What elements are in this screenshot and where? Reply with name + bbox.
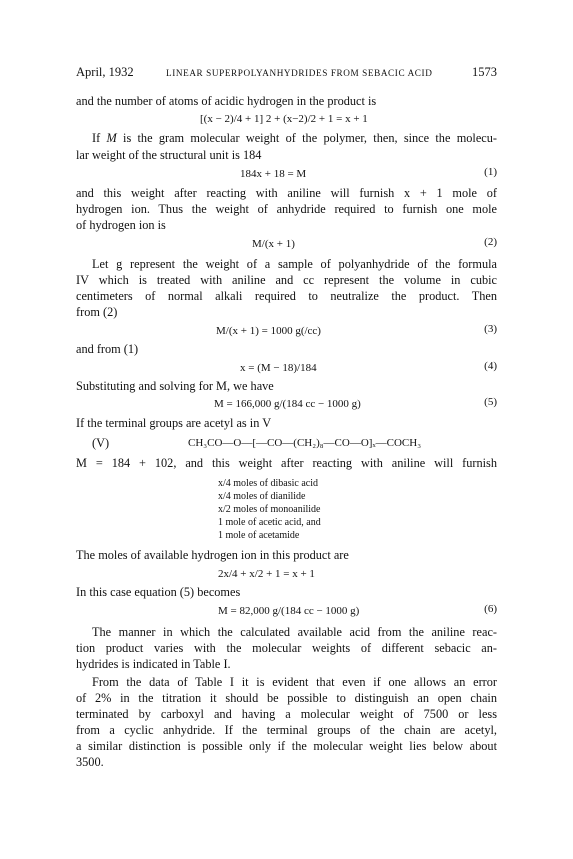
text-line: and from (1) bbox=[76, 342, 139, 356]
product-list-item: 1 mole of acetic acid, and bbox=[218, 517, 321, 528]
text-line: and the number of atoms of acidic hydrogen in the product is bbox=[76, 94, 377, 108]
text-line: In this case equation (5) becomes bbox=[76, 585, 241, 599]
equation-hydrogen-2: 2x/4 + x/2 + 1 = x + 1 bbox=[218, 568, 315, 580]
text-line: The moles of available hydrogen ion in this product are bbox=[76, 548, 349, 562]
formula-label: (V) bbox=[92, 436, 110, 450]
equation-6: M = 82,000 g/(184 cc − 1000 g) bbox=[218, 605, 360, 617]
text-line: tion product varies with the molecular weights of different sebacic an- bbox=[76, 641, 497, 655]
text-line: Let g represent the weight of a sample of polyanhydride of the formula bbox=[92, 257, 497, 271]
equation-1: 184x + 18 = M bbox=[240, 168, 307, 180]
text-line: and this weight after reacting with aniline will furnish x + 1 mole of bbox=[76, 186, 497, 200]
text-line: If M is the gram molecular weight of the polymer, then, since the molecu- bbox=[92, 131, 497, 145]
text-line: hydrides is indicated in Table I. bbox=[76, 657, 231, 671]
text-line: hydrogen ion. Thus the weight of anhydride required to furnish one mole bbox=[76, 202, 497, 216]
text-line: If the terminal groups are acetyl as in V bbox=[76, 416, 272, 430]
equation-number: (1) bbox=[484, 166, 497, 178]
equation-number: (6) bbox=[484, 603, 497, 615]
text-line: terminated by carboxyl and having a molecular weight of 7500 or less bbox=[76, 707, 497, 721]
text-line: M = 184 + 102, and this weight after reacting with aniline will furnish bbox=[76, 456, 497, 470]
text-line: a similar distinction is possible only if the molecular weight lies below about bbox=[76, 739, 497, 753]
text-line: from a cyclic anhydride. If the terminal groups of the chain are acetyl, bbox=[76, 723, 497, 737]
text-line: centimeters of normal alkali required to neutralize the product. Then bbox=[76, 289, 497, 303]
running-title: LINEAR SUPERPOLYANHYDRIDES FROM SEBACIC ACID bbox=[166, 68, 433, 78]
text-line: lar weight of the structural unit is 184 bbox=[76, 148, 262, 162]
product-list-item: x/2 moles of monoanilide bbox=[218, 504, 321, 515]
equation-2: M/(x + 1) bbox=[252, 238, 295, 250]
equation-number: (4) bbox=[484, 360, 497, 372]
text-line: From the data of Table I it is evident that even if one allows an error bbox=[92, 675, 497, 689]
equation-number: (2) bbox=[484, 236, 497, 248]
text-line: of hydrogen ion is bbox=[76, 218, 166, 232]
text-line: The manner in which the calculated available acid from the aniline reac- bbox=[92, 625, 497, 639]
equation-number: (3) bbox=[484, 323, 497, 335]
equation-hydrogen: [(x − 2)/4 + 1] 2 + (x−2)/2 + 1 = x + 1 bbox=[200, 113, 368, 125]
text-line: IV which is treated with aniline and cc represent the volume in cubic bbox=[76, 273, 497, 287]
text-line: Substituting and solving for M, we have bbox=[76, 379, 274, 393]
equation-3: M/(x + 1) = 1000 g(/cc) bbox=[216, 325, 321, 337]
equation-number: (5) bbox=[484, 396, 497, 408]
text-line: from (2) bbox=[76, 305, 118, 319]
formula-v: CH₃CO—O—[—CO—(CH₂)₈—CO—O]ₓ—COCH₃ bbox=[188, 437, 422, 449]
equation-4: x = (M − 18)/184 bbox=[240, 362, 317, 374]
text-line: of 2% in the titration it should be possible to distinguish an open chain bbox=[76, 691, 497, 705]
header-date: April, 1932 bbox=[76, 65, 134, 79]
product-list-item: x/4 moles of dianilide bbox=[218, 491, 306, 502]
equation-5: M = 166,000 g/(184 cc − 1000 g) bbox=[214, 398, 361, 410]
product-list-item: x/4 moles of dibasic acid bbox=[218, 478, 318, 489]
product-list-item: 1 mole of acetamide bbox=[218, 530, 300, 541]
page-number: 1573 bbox=[472, 65, 497, 79]
text-line: 3500. bbox=[76, 755, 104, 769]
